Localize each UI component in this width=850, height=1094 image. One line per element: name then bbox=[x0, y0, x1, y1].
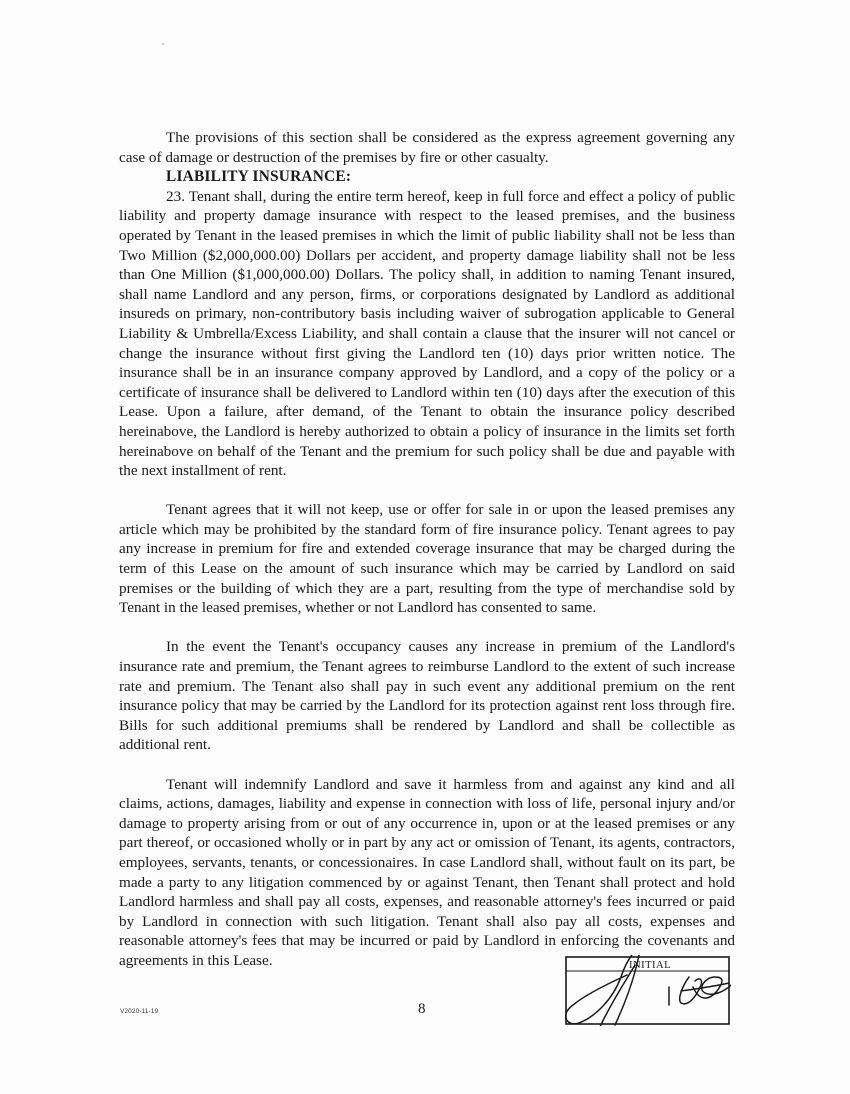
paragraph-casualty-provisions: The provisions of this section shall be considered as the express agreement governing any case of damage or destruction of the premises by fire or other casualty. bbox=[119, 129, 735, 166]
version-code: V2020-11-19 bbox=[120, 1008, 159, 1015]
paragraph-premium-increase: In the event the Tenant's occupancy causes any increase in premium of the Landlord's insurance rate and premium, the Tenant agrees to reimburse Landlord to the extent of such increase rate and premium. The Tenant also shall pay in such event any additional premium on the rent insurance policy that may be carried by the Landlord for its protection against rent loss through fire. Bills for such additional premiums shall be rendered by Landlord and shall be collectible as additional rent. bbox=[119, 638, 735, 754]
paragraph-23-liability-policy: 23. Tenant shall, during the entire term hereof, keep in full force and effect a policy of public liability and property damage insurance with respect to the leased premises, and the business operated by Tenant in the leased premises in which the limit of public liability shall not be less than Two Million ($2,000,000.00) Dollars per accident, and property damage liability shall not be less than One Million ($1,000,000.00) Dollars. The policy shall, in addition to naming Tenant insured, shall name Landlord and any person, firms, or corporations designated by Landlord as additional insureds on primary, non-contributory basis including waiver of subrogation applicable to General Liability & Umbrella/Excess Liability, and shall contain a clause that the insurer will not cancel or change the insurance without first giving the Landlord ten (10) days prior written notice. The insurance shall be in an insurance company approved by Landlord, and a copy of the policy or a certificate of insurance shall be delivered to Landlord within ten (10) days after the execution of this Lease. Upon a failure, after demand, of the Tenant to obtain the insurance policy described hereinabove, the Landlord is hereby authorized to obtain a policy of insurance in the limits set forth hereinabove on behalf of the Tenant and the premium for such policy shall be due and payable with the next installment of rent. bbox=[119, 187, 735, 480]
document-body bbox=[119, 128, 735, 971]
section-heading-liability-insurance: LIABILITY INSURANCE: bbox=[166, 168, 352, 186]
paragraph-prohibited-articles: Tenant agrees that it will not keep, use or offer for sale in or upon the leased premises any article which may be prohibited by the standard form of fire insurance policy. Tenant agrees to pay any increase in premium for fire and extended coverage insurance that may be charged during the term of this Lease on the amount of such insurance which may be carried by Landlord on said premises or the building of which they are a part, resulting from the type of merchandise sold by Tenant in the leased premises, whether or not Landlord has consented to same. bbox=[119, 501, 735, 617]
page-number: 8 bbox=[418, 1001, 426, 1017]
paragraph-indemnification: Tenant will indemnify Landlord and save it harmless from and against any kind and all claims, actions, damages, liability and expense in connection with loss of life, personal injury and/or damage to property arising from or out of any occurrence in, upon or at the leased premises or any part thereof, or occasioned wholly or in part by any act or omission of Tenant, its agents, contractors, employees, servants, tenants, or concessionaires. In case Landlord shall, without fault on its part, be made a party to any litigation commenced by or against Tenant, then Tenant shall protect and hold Landlord harmless and shall pay all costs, expenses, and reasonable attorney's fees incurred or paid by Landlord in connection with such litigation. Tenant shall also pay all costs, expenses and reasonable attorney's fees that may be incurred or paid by Landlord in enforcing the covenants and agreements in this Lease. bbox=[119, 775, 735, 969]
initial-label: INITIAL bbox=[629, 960, 671, 971]
scan-speck bbox=[162, 43, 164, 45]
